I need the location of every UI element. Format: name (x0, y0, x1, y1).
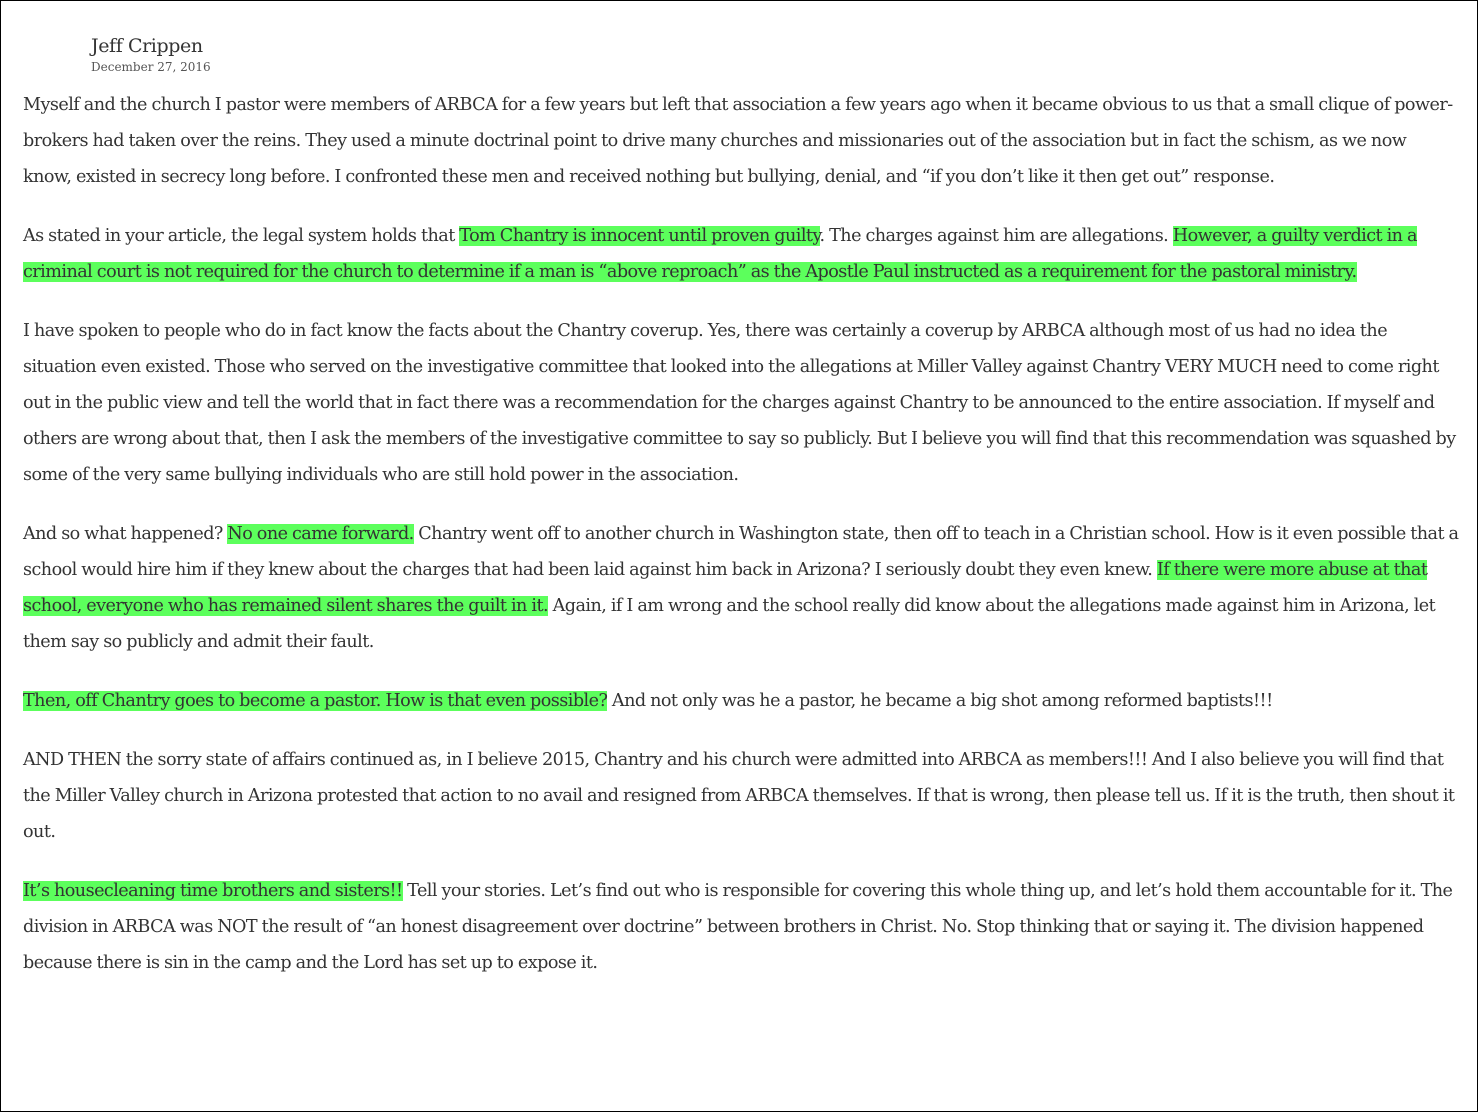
paragraph-text: And so what happened? (23, 524, 228, 544)
paragraph-text: I have spoken to people who do in fact know the facts about the Chantry coverup. Yes, there was certainly a coverup by ARBCA although most of us had no idea the situation even existed. Those who served on the investigative committee that looked into the allegations at Miller Valley against Chantry VERY MUCH need to come right out in the public view and tell the world that in fact there was a recommendation for the charges against Chantry to be announced to the entire association. If myself and others are wrong about that, then I ask the members of the investigative committee to say so publicly. But I believe you will find that this recommendation was squashed by some of the very same bullying individuals who are still hold power in the association. (23, 321, 1456, 485)
comment-body (23, 87, 1459, 981)
paragraph-text: Chantry went off to another church in Washington state, then off to teach in a Christian school. How is it even possible that a school would hire him if they knew about the charges that had been laid against him back in Arizona? I seriously doubt they even knew. (23, 524, 1459, 580)
highlighted-text: However, a guilty verdict in a criminal court is not required for the church to determine if a man is “above reproach” as the Apostle Paul instructed as a requirement for the pastoral ministry. (23, 226, 1417, 282)
comment-paragraph (23, 516, 1459, 660)
comment-paragraph (23, 683, 1459, 719)
paragraph-text: As stated in your article, the legal system holds that (23, 226, 460, 246)
paragraph-text: Again, if I am wrong and the school really did know about the allegations made against him in Arizona, let them say so publicly and admit their fault. (23, 596, 1436, 652)
comment (23, 33, 1459, 1004)
comment-paragraph (23, 87, 1459, 195)
highlighted-text: Tom Chantry is innocent until proven guilty (459, 226, 820, 246)
highlighted-text: If there were more abuse at that school, everyone who has remained silent shares the guilt in it. (23, 560, 1428, 616)
paragraph-text: Tell your stories. Let’s find out who is responsible for covering this whole thing up, and let’s hold them accountable for it. The division in ARBCA was NOT the result of “an honest disagreement over doctrine” between brothers in Christ. No. Stop thinking that or saying it. The division happened because there is sin in the camp and the Lord has set up to expose it. (23, 881, 1453, 973)
highlighted-text: It’s housecleaning time brothers and sisters!! (23, 881, 403, 901)
comment-paragraph (23, 313, 1459, 493)
highlighted-text: Then, off Chantry goes to become a pastor. How is that even possible? (23, 691, 608, 711)
comment-date[interactable]: December 27, 2016 (91, 60, 211, 74)
comment-paragraph (23, 742, 1459, 850)
paragraph-text: Myself and the church I pastor were members of ARBCA for a few years but left that association a few years ago when it became obvious to us that a small clique of power-brokers had taken over the reins. They used a minute doctrinal point to drive many churches and missionaries out of the association but in fact the schism, as we now know, existed in secrecy long before. I confronted these men and received nothing but bullying, denial, and “if you don’t like it then get out” response. (23, 95, 1453, 187)
comment-header (91, 33, 1459, 75)
paragraph-text: And not only was he a pastor, he became a big shot among reformed baptists!!! (607, 691, 1273, 711)
comment-author[interactable]: Jeff Crippen (91, 35, 203, 57)
highlighted-text: No one came forward. (227, 524, 414, 544)
comment-paragraph (23, 873, 1459, 981)
paragraph-text: AND THEN the sorry state of affairs continued as, in I believe 2015, Chantry and his church were admitted into ARBCA as members!!! And I also believe you will find that the Miller Valley church in Arizona protested that action to no avail and resigned from ARBCA themselves. If that is wrong, then please tell us. If it is the truth, then shout it out. (23, 750, 1455, 842)
comment-paragraph (23, 218, 1459, 290)
paragraph-text: . The charges against him are allegations. (819, 226, 1173, 246)
